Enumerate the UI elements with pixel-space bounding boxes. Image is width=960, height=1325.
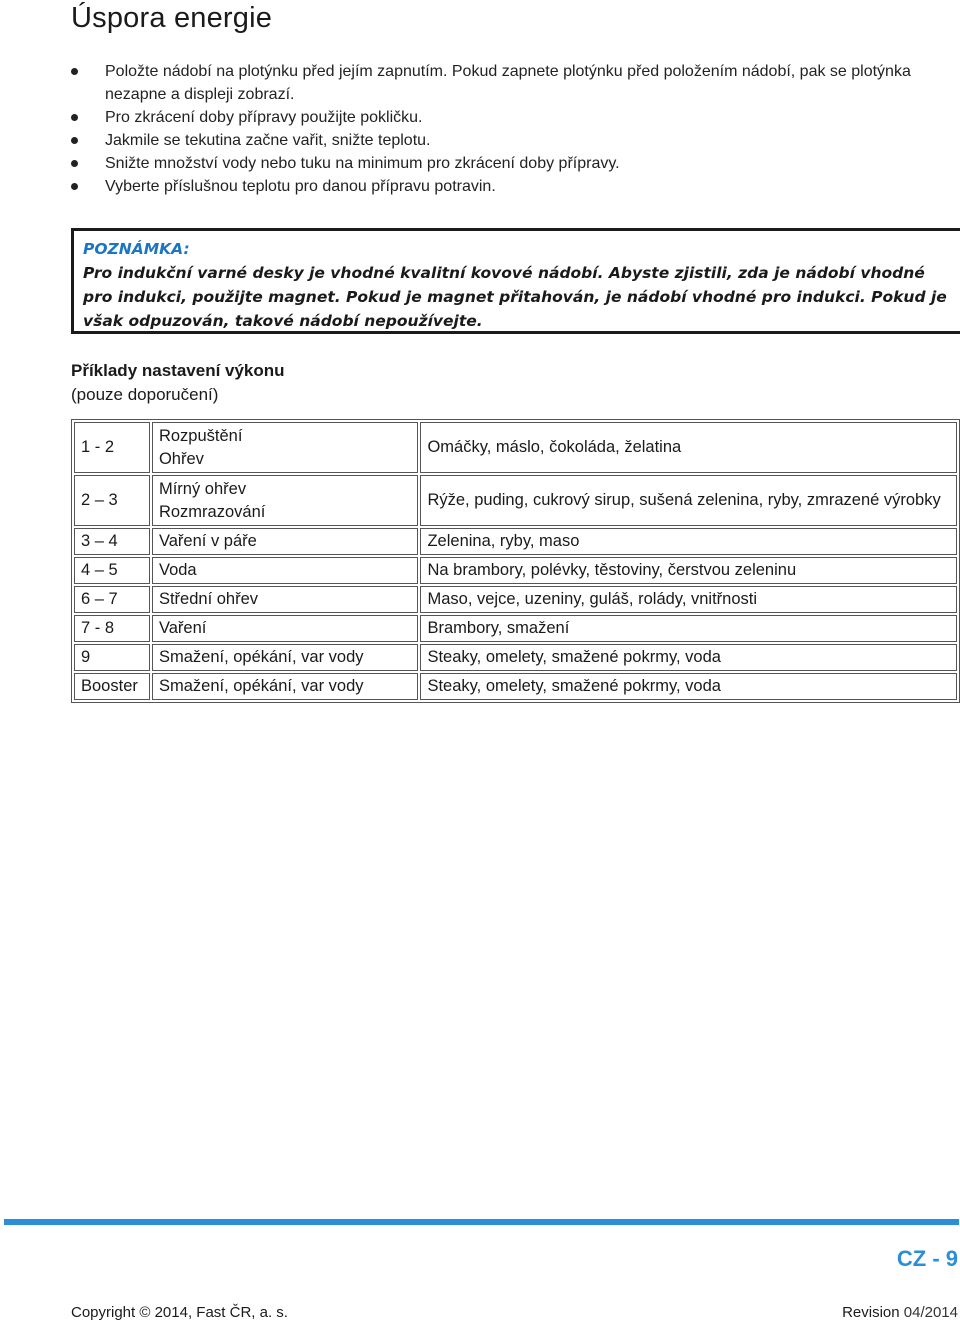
list-item-text: Jakmile se tekutina začne vařit, snižte teplotu.	[105, 132, 431, 149]
level-cell: 3 – 4	[74, 528, 150, 555]
footer-divider	[4, 1219, 959, 1225]
table-row	[74, 422, 957, 473]
section-subtitle: (pouze doporučení)	[71, 385, 219, 404]
level-cell: Booster	[74, 673, 150, 700]
note-label: POZNÁMKA:	[83, 240, 190, 258]
setting-cell: Vaření	[152, 615, 419, 642]
setting-cell: Střední ohřev	[152, 586, 419, 613]
food-cell: Steaky, omelety, smažené pokrmy, voda	[420, 644, 957, 671]
list-item	[71, 129, 951, 152]
setting-line: Rozpuštění	[158, 426, 243, 445]
revision-label: Revision	[842, 1304, 900, 1321]
note-text: Pro indukční varné desky je vhodné kvalitní kovové nádobí. Abyste zjistili, zda je nádobí vhodné pro indukci, použijte magnet. Pokud je magnet přitahován, je nádobí vhodné pro indukci. Pokud je však odpuzován, takové nádobí nepoužívejte.	[83, 264, 947, 330]
level-cell: 7 - 8	[74, 615, 150, 642]
level-cell: 2 – 3	[74, 475, 150, 526]
table-row	[74, 557, 957, 584]
setting-cell: Vaření v páře	[152, 528, 419, 555]
level-cell: 1 - 2	[74, 422, 150, 473]
setting-cell	[152, 422, 419, 473]
revision-date: 04/2014	[903, 1304, 958, 1321]
page-number: CZ - 9	[896, 1246, 958, 1271]
setting-cell: Smažení, opékání, var vody	[152, 673, 419, 700]
table-row	[74, 673, 957, 700]
setting-cell	[152, 475, 419, 526]
setting-cell: Voda	[152, 557, 419, 584]
power-settings-table	[71, 419, 960, 703]
list-item	[71, 106, 951, 129]
table-row	[74, 586, 957, 613]
setting-cell: Smažení, opékání, var vody	[152, 644, 419, 671]
table-row	[74, 615, 957, 642]
food-cell: Na brambory, polévky, těstoviny, čerstvou zeleninu	[420, 557, 957, 584]
list-item	[71, 60, 951, 106]
food-cell: Brambory, smažení	[420, 615, 957, 642]
bullet-icon	[71, 137, 78, 144]
tips-list	[71, 60, 951, 198]
list-item	[71, 175, 951, 198]
bullet-icon	[71, 160, 78, 167]
setting-line: Rozmrazování	[158, 502, 266, 521]
food-cell: Omáčky, máslo, čokoláda, želatina	[420, 422, 957, 473]
page-title: Úspora energie	[71, 2, 273, 34]
list-item-text: Pro zkrácení doby přípravy použijte pokličku.	[105, 109, 423, 126]
table-row	[74, 644, 957, 671]
copyright-text: Copyright © 2014, Fast ČR, a. s.	[71, 1304, 288, 1321]
revision-text	[842, 1304, 958, 1321]
food-cell: Rýže, puding, cukrový sirup, sušená zelenina, ryby, zmrazené výrobky	[420, 475, 957, 526]
note-box	[71, 228, 960, 334]
level-cell: 4 – 5	[74, 557, 150, 584]
bullet-icon	[71, 68, 78, 75]
setting-line: Mírný ohřev	[158, 479, 247, 498]
level-cell: 6 – 7	[74, 586, 150, 613]
list-item	[71, 152, 951, 175]
food-cell: Zelenina, ryby, maso	[420, 528, 957, 555]
food-cell: Steaky, omelety, smažené pokrmy, voda	[420, 673, 957, 700]
table-row	[74, 528, 957, 555]
setting-line: Ohřev	[158, 449, 204, 468]
bullet-icon	[71, 183, 78, 190]
section-title: Příklady nastavení výkonu	[71, 361, 285, 380]
bullet-icon	[71, 114, 78, 121]
list-item-text: Položte nádobí na plotýnku před jejím zapnutím. Pokud zapnete plotýnku před položením nádobí, pak se plotýnka nezapne a displeji zobrazí.	[105, 63, 911, 103]
food-cell: Maso, vejce, uzeniny, guláš, rolády, vnitřnosti	[420, 586, 957, 613]
list-item-text: Snižte množství vody nebo tuku na minimum pro zkrácení doby přípravy.	[105, 155, 620, 172]
list-item-text: Vyberte příslušnou teplotu pro danou přípravu potravin.	[105, 178, 496, 195]
level-cell: 9	[74, 644, 150, 671]
table-row	[74, 475, 957, 526]
